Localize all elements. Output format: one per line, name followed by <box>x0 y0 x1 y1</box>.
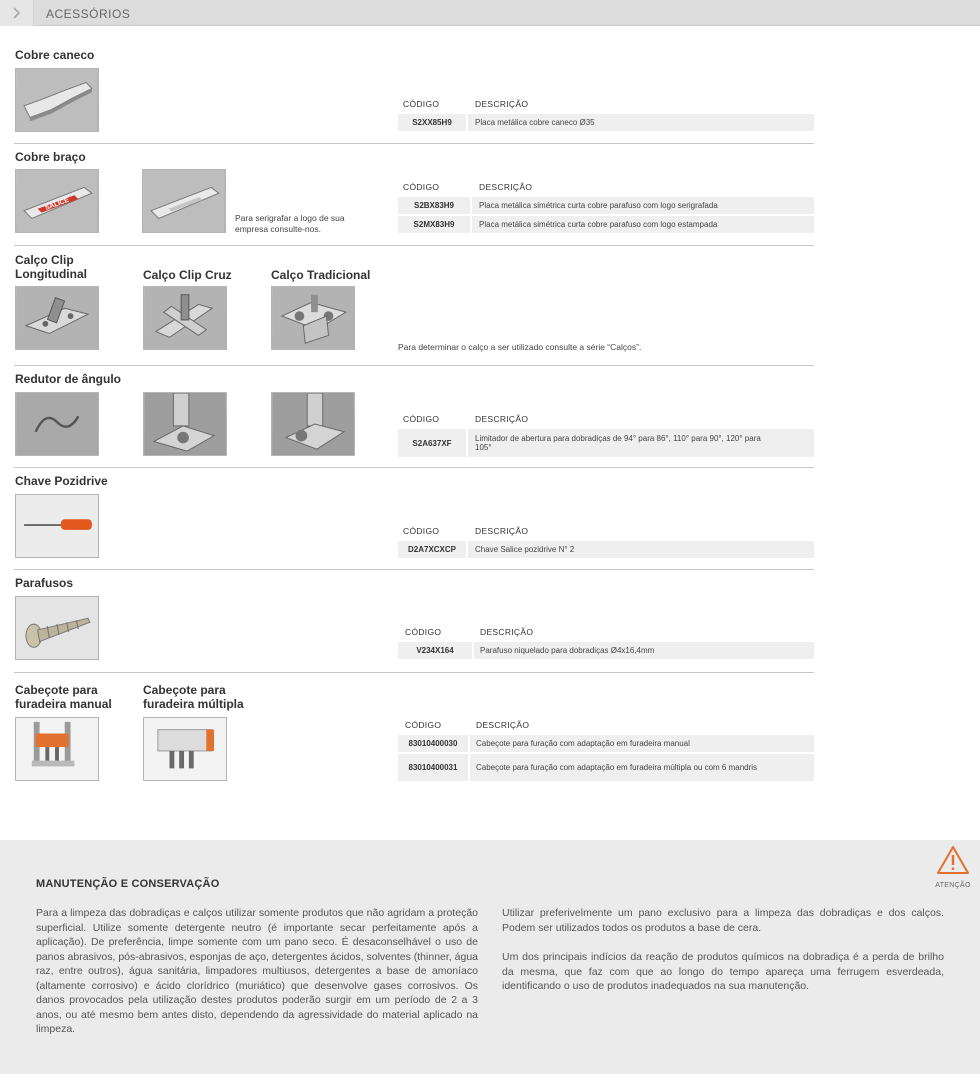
cobre-caneco-image <box>15 68 99 132</box>
cabecote-multipla-title: Cabeçote para furadeira múltipla <box>143 683 244 711</box>
maintenance-text-right-2: Um dos principais indícios da reação de produtos químicos na dobradiça é a perda de brilho da mesma, que faz com que ao longo do tempo apareça uma ferrugem esverdeada, identificando o uso de produtos inadequados na sua manutenção. <box>502 951 944 992</box>
code-header: CÓDIGO <box>403 182 440 192</box>
divider <box>14 467 814 468</box>
section-header-bar <box>0 0 980 26</box>
product-description: Placa metálica simétrica curta cobre parafuso com logo serigrafada <box>479 200 718 210</box>
desc-header: DESCRIÇÃO <box>479 182 533 192</box>
desc-header: DESCRIÇÃO <box>476 720 530 730</box>
redutor-clip-image <box>15 392 99 456</box>
parafuso-image <box>15 596 99 660</box>
redutor-hinge-image-2 <box>271 392 355 456</box>
product-code: 83010400031 <box>398 754 470 781</box>
product-code: S2BX83H9 <box>398 197 472 214</box>
calco-clip-longitudinal-image <box>15 286 99 350</box>
code-header: CÓDIGO <box>405 720 442 730</box>
cabecote-manual-image <box>15 717 99 781</box>
cabecote-manual-title: Cabeçote para furadeira manual <box>15 683 112 711</box>
product-description: Cabeçote para furação com adaptação em furadeira múltipla ou com 6 mandris <box>476 762 758 772</box>
desc-header: DESCRIÇÃO <box>475 526 529 536</box>
table-row <box>398 197 814 214</box>
code-header: CÓDIGO <box>403 526 440 536</box>
section-title: ACESSÓRIOS <box>46 7 131 21</box>
divider <box>14 245 814 246</box>
calcos-note: Para determinar o calço a ser utilizado consulte a série “Calços”. <box>398 342 642 352</box>
table-row <box>398 429 814 457</box>
cobre-braco-logo-image <box>15 169 99 233</box>
product-code: S2A637XF <box>398 429 468 457</box>
maintenance-title: MANUTENÇÃO E CONSERVAÇÃO <box>36 878 220 890</box>
redutor-hinge-image-1 <box>143 392 227 456</box>
chave-title: Chave Pozidrive <box>15 474 108 488</box>
calco-clip-cruz-image <box>143 286 227 350</box>
product-description: Placa metálica simétrica curta cobre parafuso com logo estampada <box>479 219 718 229</box>
cobre-braco-note: Para serigrafar a logo de sua empresa consulte-nos. <box>235 213 345 234</box>
warning-triangle-icon <box>935 844 971 876</box>
desc-header: DESCRIÇÃO <box>475 414 529 424</box>
product-description: Limitador de abertura para dobradiças de 94° para 86°, 110° para 90°, 120° para 105° <box>475 433 761 452</box>
calco-tradicional-image <box>271 286 355 350</box>
warning-badge <box>930 844 976 889</box>
product-code: V234X164 <box>398 642 474 659</box>
product-description: Chave Salice pozidrive N° 2 <box>475 544 575 554</box>
cobre-caneco-title: Cobre caneco <box>15 48 95 62</box>
redutor-title: Redutor de ângulo <box>15 372 121 386</box>
product-description: Parafuso niquelado para dobradiças Ø4x16,4mm <box>480 645 655 655</box>
desc-header: DESCRIÇÃO <box>475 99 529 109</box>
code-header: CÓDIGO <box>403 99 440 109</box>
table-row <box>398 216 814 233</box>
product-code: S2MX83H9 <box>398 216 472 233</box>
table-row <box>398 642 814 659</box>
divider <box>14 672 814 673</box>
calco-tradicional-title: Calço Tradicional <box>271 268 371 282</box>
divider <box>14 569 814 570</box>
divider <box>14 143 814 144</box>
maintenance-text-left: Para a limpeza das dobradiças e calços utilizar somente produtos que não agridam a proteção superficial. Utilize somente detergente neutro (é importante secar perfeitamente após a aplicação). De preferência, limpe somente com um pano seco. É desaconselhável o uso de panos abrasivos, pós-abrasivos, esponjas de aço, detergentes ácidos, solventes (thinner, água raz, entre outros), água sanitária, limpadores multiusos, detergentes a base de amoníaco (altamente corrosivo) e ácido clorídrico (muriático) que desenvolve gases corrosivos. Os danos provocados pela utilização destes produtos poderão surgir em um período de 2 a 3 anos, ou até mesmo bem antes disto, dependendo da agressividade do material aplicado na limpeza. <box>36 907 478 1035</box>
chave-image <box>15 494 99 558</box>
table-row <box>398 114 814 131</box>
table-row <box>398 735 814 752</box>
product-description: Cabeçote para furação com adaptação em furadeira manual <box>476 738 690 748</box>
divider <box>14 365 814 366</box>
cobre-braco-plain-image <box>142 169 226 233</box>
salice-logo-text: SALICE <box>44 196 71 212</box>
product-code: D2A7XCXCP <box>398 541 468 558</box>
calco-clip-cruz-title: Calço Clip Cruz <box>143 268 232 282</box>
cobre-braco-title: Cobre braço <box>15 150 86 164</box>
product-description: Placa metálica cobre caneco Ø35 <box>475 117 595 127</box>
product-code: 83010400030 <box>398 735 470 752</box>
code-header: CÓDIGO <box>403 414 440 424</box>
code-header: CÓDIGO <box>405 627 442 637</box>
chevron-right-icon[interactable] <box>0 0 34 26</box>
product-code: S2XX85H9 <box>398 114 468 131</box>
maintenance-text-right-1: Utilizar preferivelmente um pano exclusivo para a limpeza das dobradiças e dos calços. Podem ser utilizados todos os produtos a base de cera. <box>502 907 944 934</box>
parafusos-title: Parafusos <box>15 576 74 590</box>
table-row <box>398 541 814 558</box>
cabecote-multipla-image <box>143 717 227 781</box>
warning-label: ATENÇÃO <box>935 882 971 889</box>
table-row <box>398 754 814 781</box>
calco-clip-longitudinal-title: Calço Clip Longitudinal <box>15 253 87 281</box>
desc-header: DESCRIÇÃO <box>480 627 534 637</box>
